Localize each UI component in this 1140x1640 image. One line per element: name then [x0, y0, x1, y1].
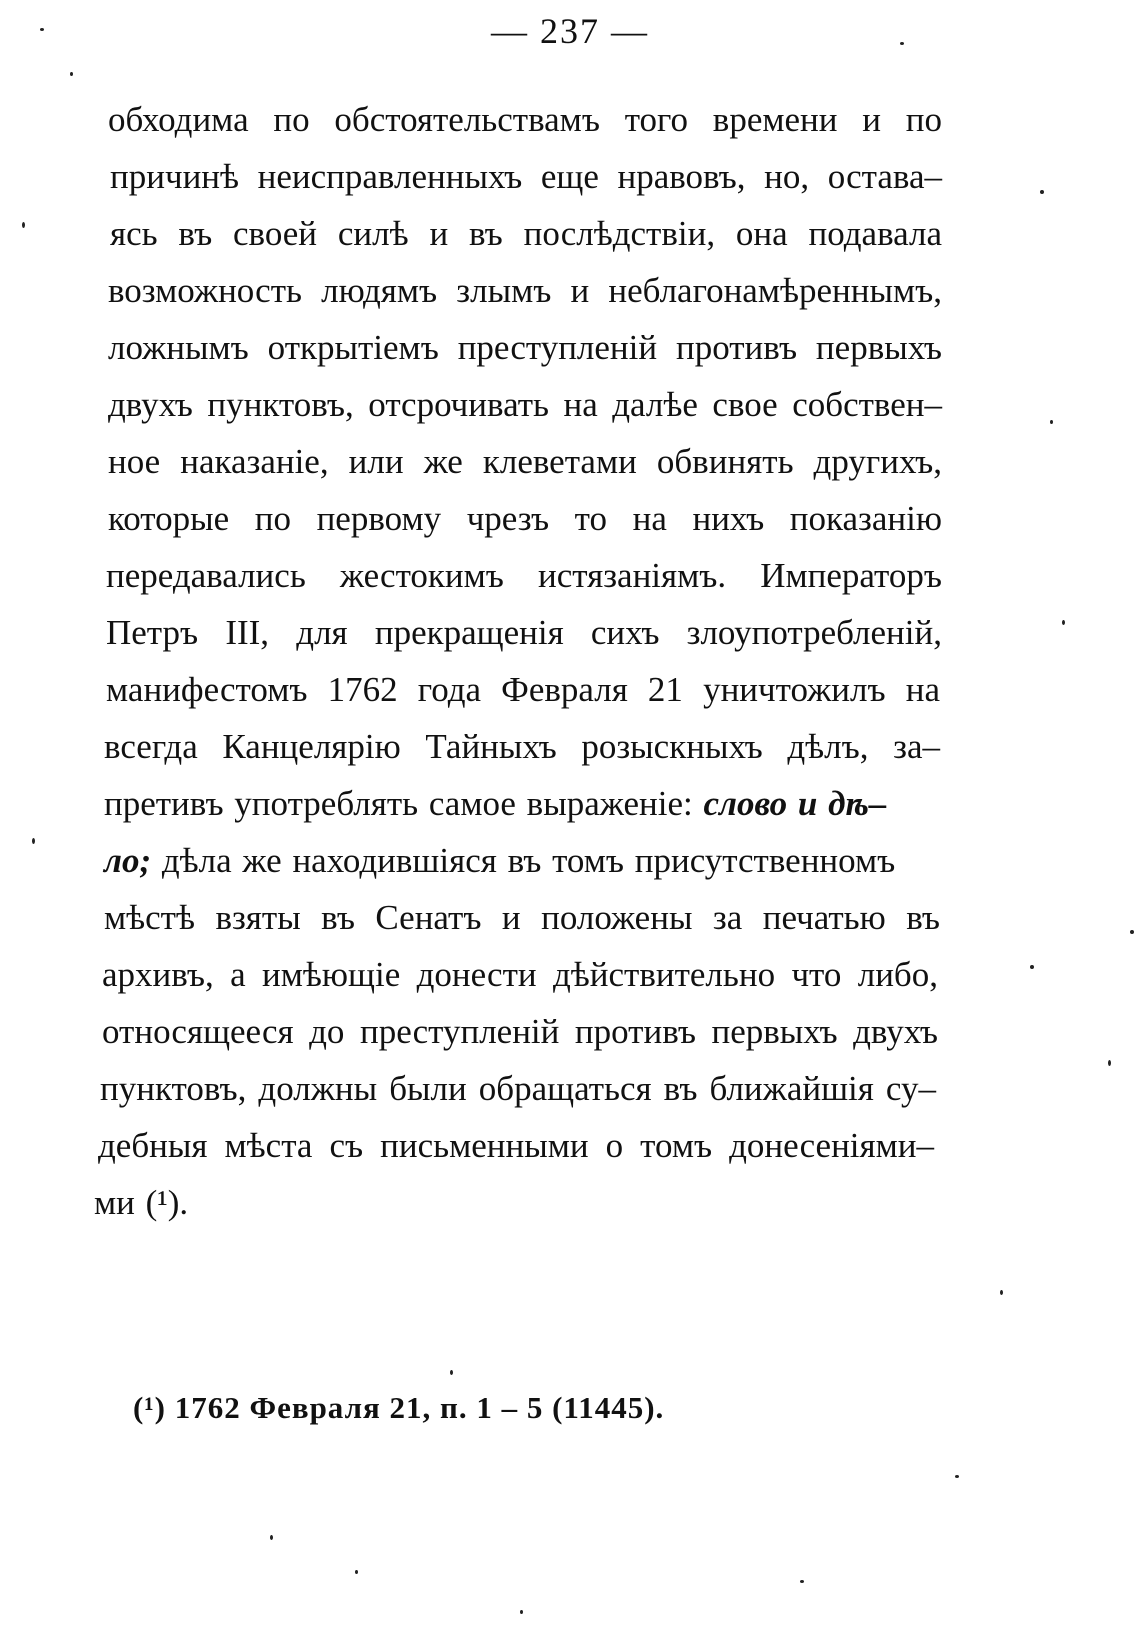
text-line: причинѣ неисправленныхъ еще нравовъ, но, остава–	[110, 157, 942, 196]
text-line: всегда Канцелярію Тайныхъ розыскныхъ дѣлъ, за–	[104, 727, 940, 766]
print-speck	[1000, 1290, 1003, 1295]
print-speck	[1040, 190, 1044, 194]
text-line: пунктовъ, должны были обращаться въ ближайшія су–	[100, 1069, 936, 1108]
print-speck	[70, 72, 73, 76]
text-line: обходима по обстоятельствамъ того времени и по	[108, 100, 942, 139]
text-line: ясь въ своей силѣ и въ послѣдствіи, она подавала	[110, 214, 942, 253]
print-speck	[450, 1370, 453, 1375]
text-line: относящееся до преступленій противъ первыхъ двухъ	[102, 1012, 938, 1051]
print-speck	[1050, 420, 1053, 424]
text-segment: претивъ употреблять самое выраженіе:	[104, 784, 693, 823]
print-speck	[22, 222, 25, 228]
print-speck	[1030, 965, 1034, 969]
text-line: передавались жестокимъ истязаніямъ. Императоръ	[106, 556, 942, 595]
print-speck	[1130, 930, 1134, 934]
text-line: Петръ III, для прекращенія сихъ злоупотребленій,	[106, 613, 942, 652]
print-speck	[1062, 620, 1065, 625]
italic-phrase: ло;	[104, 841, 152, 880]
page-number: — 237 —	[491, 11, 649, 51]
text-line: дебныя мѣста съ письменными о томъ донесеніями–	[98, 1126, 934, 1165]
text-line: мѣстѣ взяты въ Сенатъ и положены за печатью въ	[104, 898, 940, 937]
text-line	[104, 776, 940, 832]
footnote: (¹) 1762 Февраля 21, п. 1 – 5 (11445).	[133, 1390, 665, 1425]
print-speck	[1108, 1060, 1111, 1066]
text-line: архивъ, а имѣющіе донести дѣйствительно что либо,	[102, 955, 938, 994]
text-line: ное наказаніе, или же клеветами обвинять другихъ,	[108, 442, 942, 481]
text-line: ми (¹).	[94, 1183, 189, 1222]
print-speck	[32, 838, 35, 844]
text-line: возможность людямъ злымъ и неблагонамѣреннымъ,	[108, 271, 942, 310]
text-segment: дѣла же находившіяся въ томъ присутственномъ	[161, 841, 896, 880]
text-line: которые по первому чрезъ то на нихъ показанію	[108, 499, 942, 538]
print-speck	[800, 1580, 804, 1583]
italic-phrase: слово и дѣ–	[703, 784, 887, 823]
print-speck	[355, 1570, 358, 1574]
text-line: манифестомъ 1762 года Февраля 21 уничтожилъ на	[106, 670, 940, 709]
text-line: ложнымъ открытіемъ преступленій противъ первыхъ	[108, 328, 942, 367]
print-speck	[520, 1610, 523, 1614]
text-line: двухъ пунктовъ, отсрочивать на далѣе свое собствен–	[108, 385, 942, 424]
print-speck	[270, 1535, 273, 1540]
text-line	[104, 833, 940, 889]
print-speck	[40, 28, 44, 31]
print-speck	[900, 42, 904, 45]
print-speck	[955, 1475, 959, 1478]
